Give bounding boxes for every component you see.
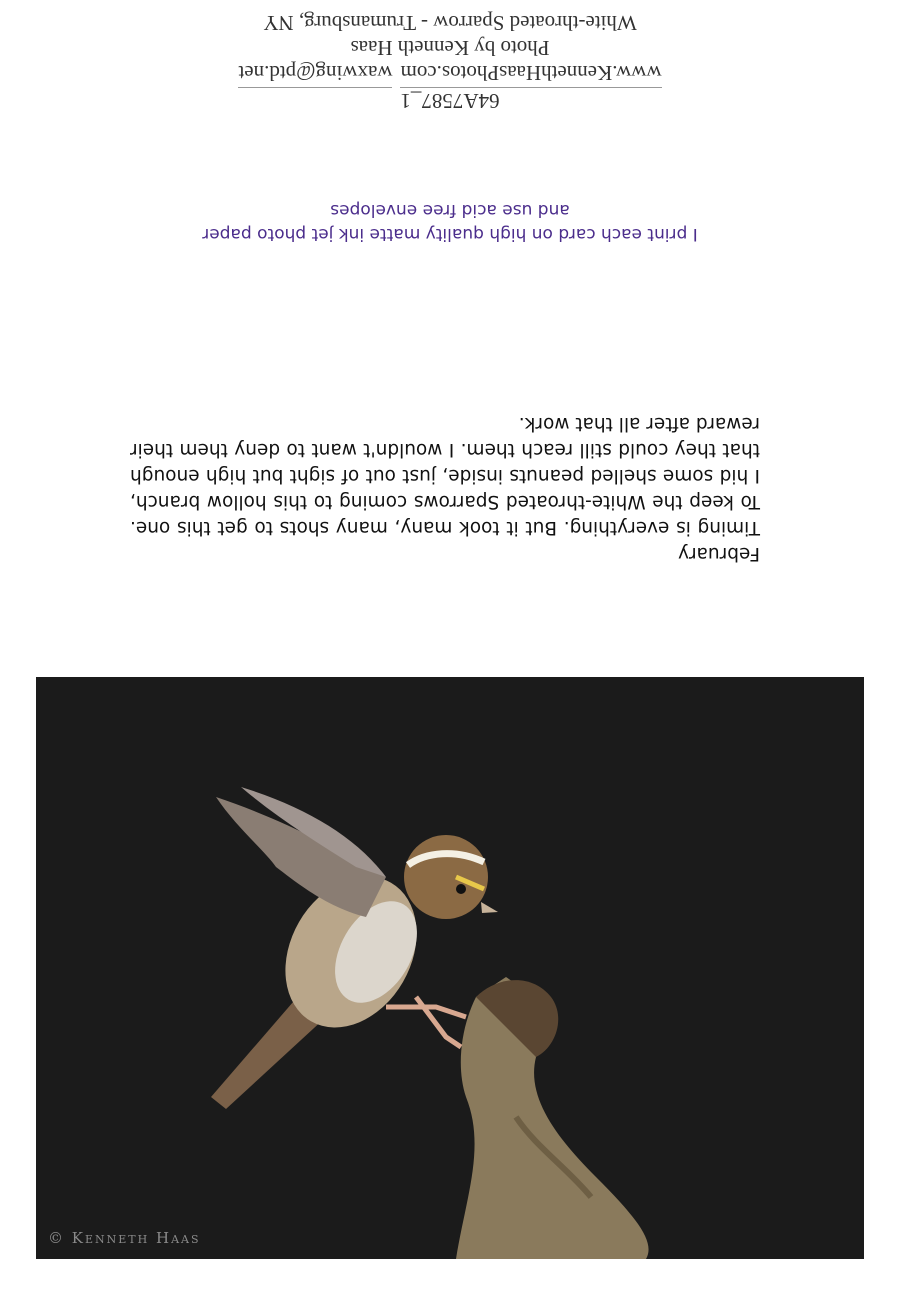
bird-beak [481, 902, 498, 913]
website-link[interactable]: www.KennethHaasPhotos.com [400, 60, 661, 88]
story-block [130, 410, 760, 566]
bird-photo [36, 677, 864, 1259]
sparrow-illustration [36, 677, 864, 1259]
bird-head [404, 835, 488, 919]
print-note-line-2: and use acid free envelopes [330, 200, 570, 220]
bird-leg-2 [416, 997, 461, 1047]
print-note [0, 198, 900, 246]
photo-title: White-throated Sparrow - Trumansburg, NY [263, 11, 637, 35]
photographer-credit: Photo by Kenneth Haas [350, 36, 550, 60]
photo-credits [0, 10, 900, 113]
email-link[interactable]: waxwing@ptd.net [238, 60, 392, 88]
copyright-watermark: © Kenneth Haas [48, 1229, 201, 1247]
bird-eye [456, 884, 466, 894]
catalog-code: 64A7587_1 [400, 89, 500, 113]
contact-row [0, 60, 900, 88]
story-month: February [678, 543, 760, 564]
story-text: Timing is everything. But it took many, many shots to get this one. To keep the White-throated Sparrows coming to this hollow branch, I hid some shelled peanuts inside, just out of sight but high enough that they could still reach them. I wouldn't want to deny them their reward after all that work. [130, 413, 760, 538]
print-note-line-1: I print each card on high quality matte ink jet photo paper [202, 224, 698, 244]
